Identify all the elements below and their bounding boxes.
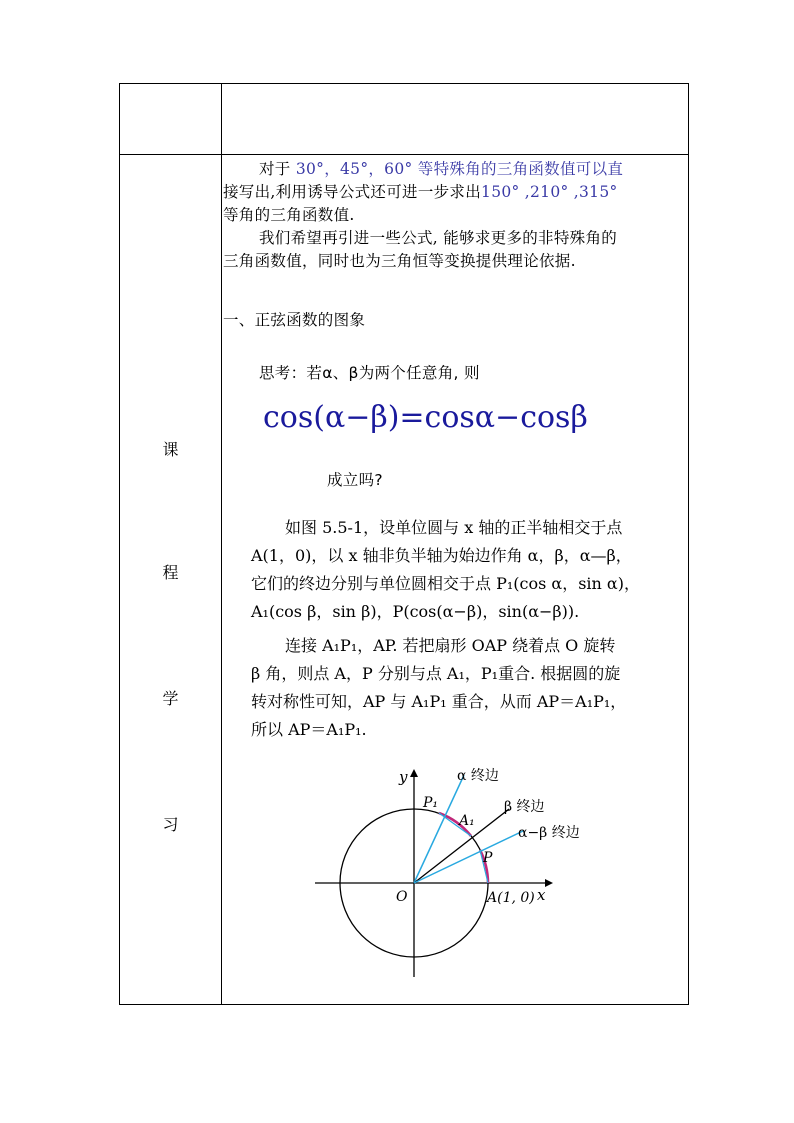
holds-question: 成立吗? bbox=[327, 471, 383, 489]
intro-line-4: 我们希望再引进一些公式, 能够求更多的非特殊角的 bbox=[259, 229, 618, 247]
a1-label: A₁ bbox=[459, 813, 475, 829]
intro-line-3: 等角的三角函数值. bbox=[223, 206, 355, 224]
textbook-line-5: 连接 A₁P₁，AP. 若把扇形 OAP 绕着点 O 旋转 bbox=[285, 636, 616, 655]
origin-label: O bbox=[396, 889, 408, 905]
intro-line-5: 三角函数值，同时也为三角恒等变换提供理论依据. bbox=[223, 252, 576, 270]
side-label-char-3: 学 bbox=[162, 689, 179, 708]
unit-circle-figure bbox=[195, 765, 615, 985]
intro-line-1: 对于 30°，45°，60° 等特殊角的三角函数值可以直 bbox=[259, 160, 624, 178]
section-title: 一、正弦函数的图象 bbox=[223, 311, 366, 329]
formula: cos(α−β)=cosα−cosβ bbox=[263, 400, 588, 435]
intro-line-2: 接写出,利用诱导公式还可进一步求出150° ,210° ,315° bbox=[223, 183, 618, 201]
side-label-char-1: 课 bbox=[162, 440, 179, 459]
a-point-label: A(1, 0) bbox=[487, 890, 535, 906]
p-label: P bbox=[483, 850, 493, 866]
y-label: y bbox=[399, 768, 408, 786]
textbook-line-4: A₁(cos β，sin β)，P(cos(α−β)，sin(α−β)). bbox=[251, 602, 580, 621]
textbook-line-7: 转对称性可知，AP 与 A₁P₁ 重合，从而 AP＝A₁P₁， bbox=[251, 692, 627, 711]
p1-label: P₁ bbox=[423, 795, 439, 811]
x-label: x bbox=[537, 886, 546, 904]
side-label-char-4: 习 bbox=[162, 815, 179, 834]
textbook-line-8: 所以 AP＝A₁P₁. bbox=[251, 720, 367, 739]
alpha-minus-beta-terminal-side bbox=[414, 831, 523, 883]
alpha-minus-beta-label: α−β 终边 bbox=[518, 825, 580, 841]
alpha-terminal-side bbox=[414, 775, 464, 883]
textbook-line-1: 如图 5.5-1，设单位圆与 x 轴的正半轴相交于点 bbox=[285, 518, 623, 537]
alpha-label: α 终边 bbox=[457, 768, 499, 784]
row-divider bbox=[120, 154, 688, 155]
textbook-line-6: β 角，则点 A，P 分别与点 A₁，P₁重合. 根据圆的旋 bbox=[251, 664, 621, 683]
think-question: 思考：若α、β为两个任意角, 则 bbox=[259, 364, 480, 382]
y-axis-arrow bbox=[410, 769, 418, 777]
beta-label: β 终边 bbox=[504, 799, 545, 815]
textbook-line-3: 它们的终边分别与单位圆相交于点 P₁(cos α，sin α)， bbox=[251, 574, 640, 593]
textbook-line-2: A(1，0)，以 x 轴非负半轴为始边作角 α，β，α—β， bbox=[251, 546, 632, 565]
side-label-char-2: 程 bbox=[162, 563, 179, 582]
x-axis-arrow bbox=[545, 879, 553, 887]
